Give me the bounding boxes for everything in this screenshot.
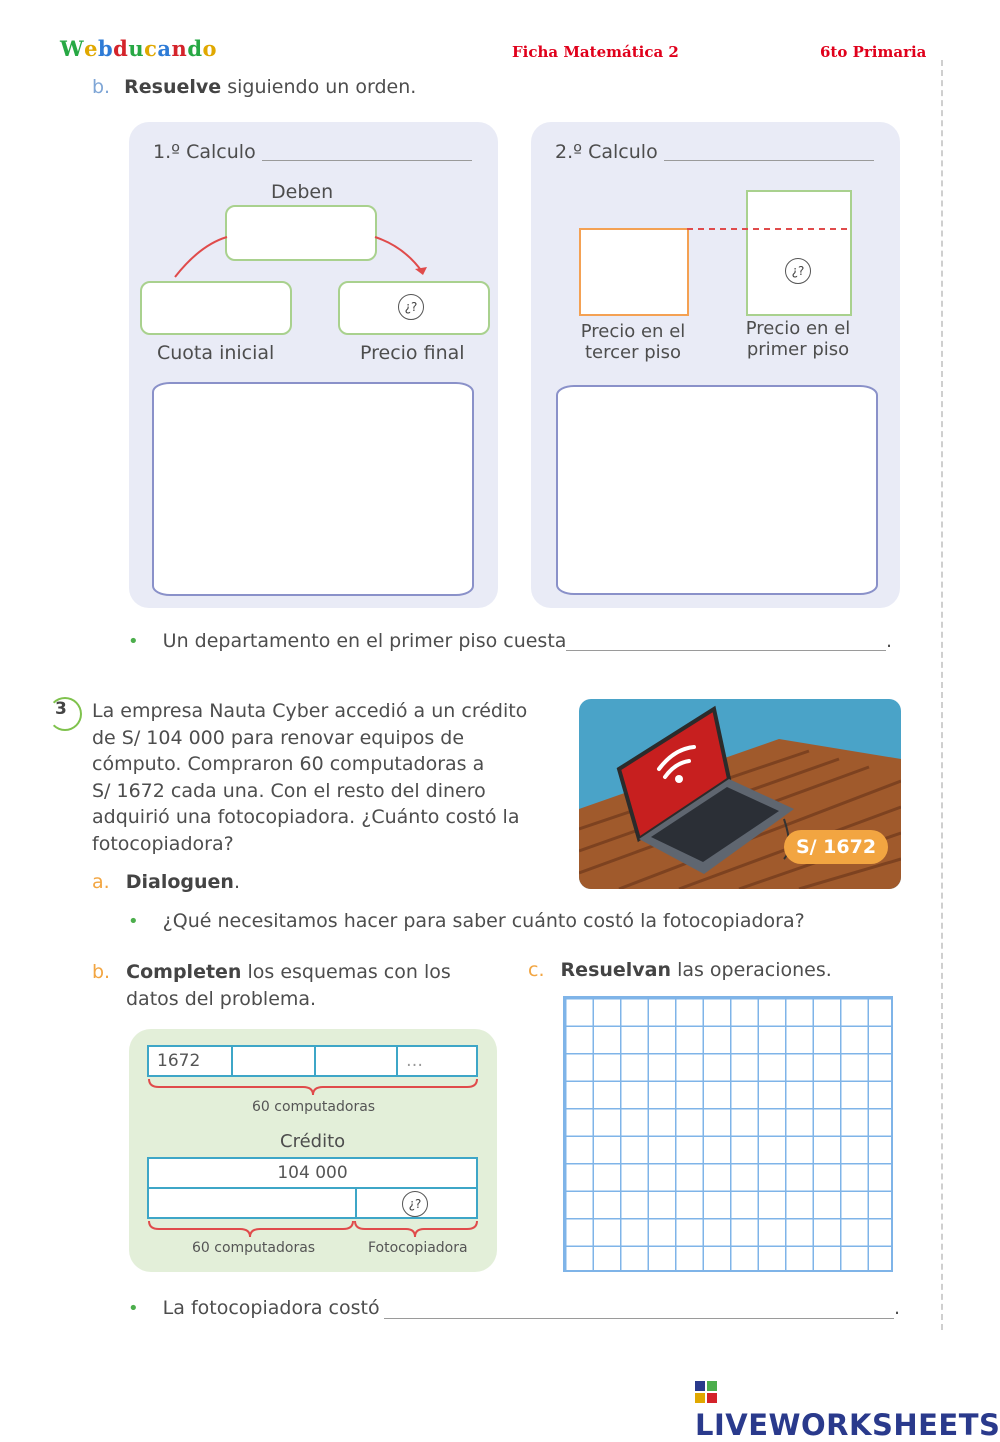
part-letter: b. <box>92 961 111 983</box>
section-b-heading <box>92 76 416 98</box>
logo-letter: d <box>187 36 203 61</box>
split-bar <box>147 1187 478 1219</box>
photocopier-label: Fotocopiadora <box>368 1240 468 1256</box>
part-a-heading <box>92 871 240 893</box>
photocopier-price-input[interactable] <box>384 1318 894 1319</box>
precio-final-label: Precio final <box>360 342 465 364</box>
bar-cell[interactable] <box>314 1047 396 1075</box>
statement-line: S/ 1672 cada una. Con el resto del dinero <box>92 779 486 802</box>
bullet-icon: • <box>128 1298 139 1319</box>
grade-label: 6to Primaria <box>820 43 927 61</box>
computers-total-cell[interactable] <box>149 1189 355 1217</box>
brace-split <box>147 1219 479 1239</box>
part-letter: c. <box>528 959 545 981</box>
computers-label-2: 60 computadoras <box>192 1240 316 1256</box>
answer-period: . <box>886 630 893 652</box>
logo-letter: a <box>157 36 172 61</box>
price-tag: S/ 1672 <box>784 830 888 864</box>
logo-letter: e <box>84 36 98 61</box>
answer-sentence-1 <box>128 630 566 652</box>
part-rest: las operaciones. <box>671 959 832 981</box>
relation-arrows <box>165 225 435 285</box>
credit-bar <box>147 1157 478 1189</box>
cuota-inicial-label: Cuota inicial <box>157 342 275 364</box>
credit-label: Crédito <box>280 1131 346 1152</box>
primer-piso-label: Precio en el primer piso <box>745 318 851 360</box>
calc2-label: 2.º Calculo <box>555 141 658 163</box>
statement-line: adquirió una fotocopiadora. ¿Cuánto costó la <box>92 806 520 828</box>
deben-label: Deben <box>271 181 334 203</box>
question-text: ¿Qué necesitamos hacer para saber cuánto costó la fotocopiadora? <box>162 910 805 932</box>
problem-statement <box>92 698 527 857</box>
cuota-inicial-box[interactable] <box>140 281 292 335</box>
answer-prompt: La fotocopiadora costó <box>162 1297 380 1319</box>
part-verb: Completen <box>126 961 242 983</box>
logo-letter: o <box>202 36 218 61</box>
bar-cell-first: 1672 <box>157 1051 201 1071</box>
brace-60-computers <box>147 1077 479 1097</box>
work-area-1[interactable] <box>152 382 474 596</box>
statement-line: cómputo. Compraron 60 computadoras a <box>92 753 485 775</box>
calc1-label: 1.º Calculo <box>153 141 256 163</box>
bar-cell-ellipsis: … <box>396 1047 476 1075</box>
part-verb: Resuelvan <box>560 959 672 981</box>
part-rest-line2: datos del problema. <box>126 988 317 1010</box>
bar-cell[interactable] <box>231 1047 314 1075</box>
part-rest: los esquemas con los <box>241 961 451 983</box>
part-a-question <box>128 910 805 932</box>
apartment-price-input[interactable] <box>566 650 886 651</box>
question-icon: ¿? <box>398 294 424 320</box>
section-letter: b. <box>92 76 111 98</box>
brand-text: LIVEWORKSHEETS <box>695 1408 1000 1442</box>
part-letter: a. <box>92 871 110 893</box>
answer-prompt: Un departamento en el primer piso cuesta <box>162 630 567 652</box>
dashed-divider <box>941 60 943 1330</box>
statement-line: La empresa Nauta Cyber accedió a un crédito <box>92 700 528 722</box>
liveworksheets-icon <box>695 1381 717 1403</box>
computers-label: 60 computadoras <box>252 1099 376 1115</box>
section-verb: Resuelve <box>124 76 222 98</box>
problem-number: 3 <box>55 699 67 719</box>
primer-piso-box[interactable] <box>746 190 852 316</box>
part-b-heading <box>92 959 451 1013</box>
calc1-answer-line[interactable] <box>262 160 472 161</box>
section-instruction: siguiendo un orden. <box>221 76 417 98</box>
worksheet-title: Ficha Matemática 2 <box>512 43 679 61</box>
answer-sentence-2 <box>128 1297 380 1319</box>
logo-letter: c <box>144 36 158 61</box>
answer-period: . <box>894 1297 901 1319</box>
webducando-logo <box>60 36 217 61</box>
tercer-piso-box[interactable] <box>579 228 689 316</box>
question-icon: ¿? <box>402 1191 428 1217</box>
work-area-2[interactable] <box>556 385 878 595</box>
part-c-heading <box>528 959 832 981</box>
statement-line: de S/ 104 000 para renovar equipos de <box>92 726 465 749</box>
part-rest: . <box>233 871 240 893</box>
calc2-answer-line[interactable] <box>664 160 874 161</box>
bullet-icon: • <box>128 631 139 652</box>
logo-letter: d <box>113 36 129 61</box>
question-icon: ¿? <box>785 258 811 284</box>
statement-line: fotocopiadora? <box>92 832 234 855</box>
dashed-level-line <box>687 226 847 232</box>
logo-letter: W <box>60 36 85 61</box>
liveworksheets-brand <box>695 1374 1000 1442</box>
logo-letter: u <box>128 36 145 61</box>
operations-grid[interactable] <box>563 996 893 1272</box>
computers-bar <box>147 1045 478 1077</box>
bullet-icon: • <box>128 911 139 932</box>
tercer-piso-label: Precio en el tercer piso <box>580 321 686 363</box>
part-verb: Dialoguen <box>125 871 234 893</box>
logo-letter: b <box>97 36 114 61</box>
logo-letter: n <box>171 36 188 61</box>
credit-value: 104 000 <box>277 1163 348 1183</box>
